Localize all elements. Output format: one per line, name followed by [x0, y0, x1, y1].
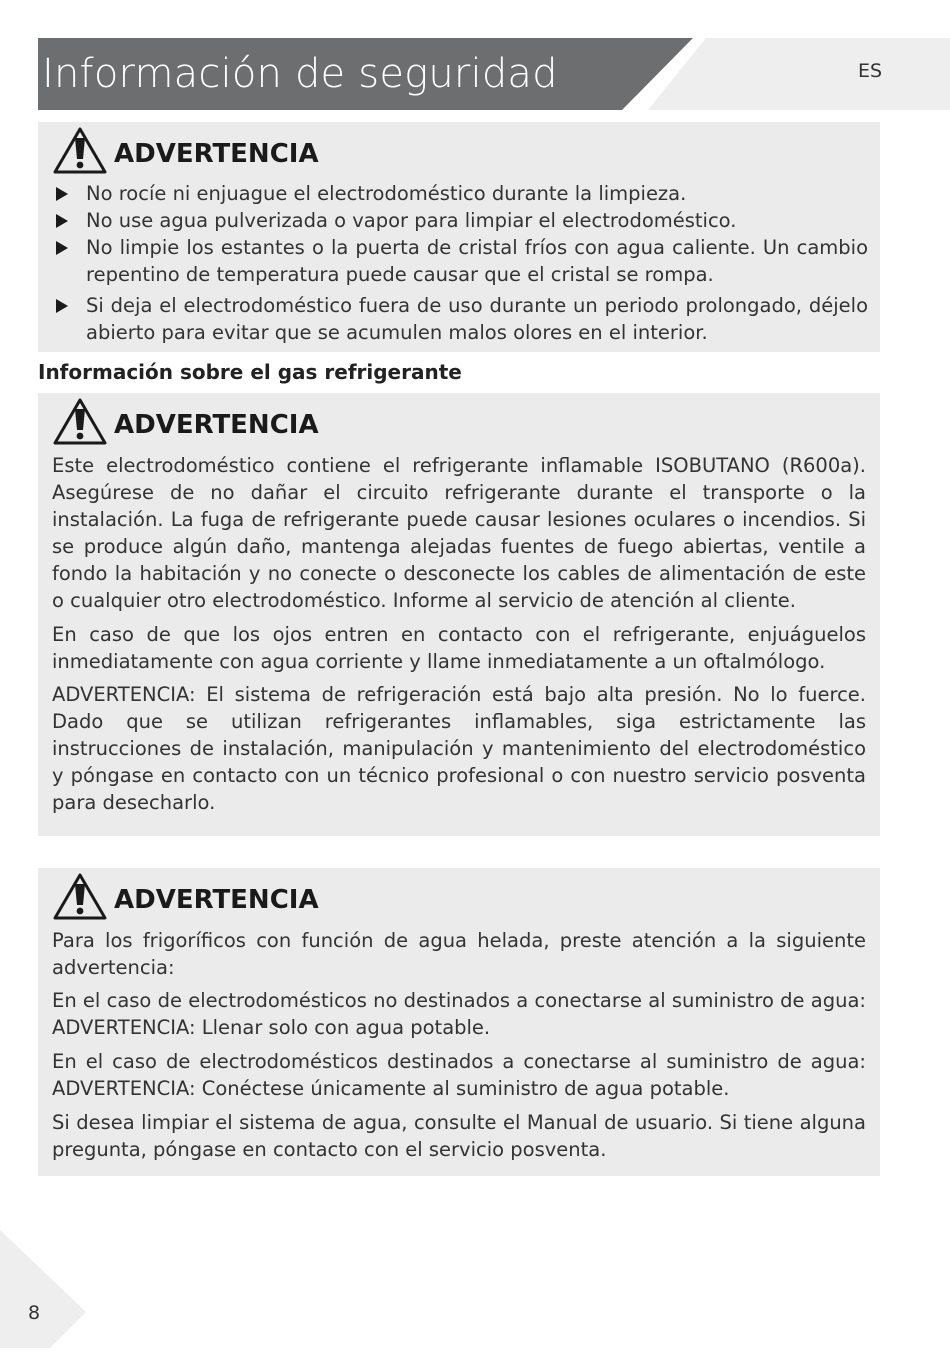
- list-item: [54, 207, 868, 234]
- language-tab: [640, 38, 950, 110]
- water-paragraph-3: En el caso de electrodomésticos destinados a conectarse al suministro de agua: ADVERTENCIA: Conéctese únicamente al suministro de agua potable.: [52, 1050, 866, 1100]
- list-item: [54, 234, 868, 288]
- warning-triangle-icon: [52, 126, 108, 176]
- refrigerant-paragraph-3: ADVERTENCIA: El sistema de refrigeración está bajo alta presión. No lo fuerce. Dado que se utilizan refrigerantes inflamables, siga estrictamente las instrucciones de instalación, manipulación y mantenimiento del electrodoméstico y póngase en contacto con un técnico profesional o con nuestro servicio posventa para desecharlo.: [52, 683, 866, 814]
- refrigerant-paragraph-2: En caso de que los ojos entren en contacto con el refrigerante, enjuáguelos inmediatamente con agua corriente y llame inmediatamente a un oftalmólogo.: [52, 623, 866, 673]
- cleaning-warning-list: [54, 180, 868, 346]
- warning-box-cleaning: [38, 122, 880, 352]
- warning-box-water: [38, 868, 880, 1176]
- refrigerant-paragraph-1: Este electrodoméstico contiene el refrigerante inflamable ISOBUTANO (R600a). Asegúrese de no dañar el circuito refrigerante durante el transporte o la instalación. La fuga de refrigerante puede causar lesiones oculares o incendios. Si se produce algún daño, mantenga alejadas fuentes de fuego abiertas, ventile a fondo la habitación y no conecte o desconecte los cables de alimentación de este o cualquier otro electrodoméstico. Informe al servicio de atención al cliente.: [52, 454, 866, 612]
- section-heading-refrigerant: Información sobre el gas refrigerante: [38, 360, 462, 384]
- list-item-text: No rocíe ni enjuague el electrodoméstico durante la limpieza.: [86, 182, 687, 205]
- warning-title: ADVERTENCIA: [114, 885, 319, 915]
- warning-triangle-icon: [52, 872, 108, 922]
- warning-triangle-icon: [52, 397, 108, 447]
- warning-box-refrigerant: [38, 393, 880, 836]
- water-paragraph-1: Para los frigoríficos con función de agua helada, preste atención a la siguiente advertencia:: [52, 929, 866, 979]
- water-paragraph-4: Si desea limpiar el sistema de agua, consulte el Manual de usuario. Si tiene alguna pregunta, póngase en contacto con el servicio posventa.: [52, 1111, 866, 1161]
- warning-title: ADVERTENCIA: [114, 410, 319, 440]
- bullet-arrow-icon: [56, 299, 68, 313]
- bullet-arrow-icon: [56, 241, 68, 255]
- bullet-arrow-icon: [56, 187, 68, 201]
- page-corner-tab: [0, 1230, 90, 1352]
- list-item-text: No use agua pulverizada o vapor para limpiar el electrodoméstico.: [86, 209, 737, 232]
- list-item: [54, 292, 868, 346]
- warning-title: ADVERTENCIA: [114, 139, 319, 169]
- water-paragraph-2: En el caso de electrodomésticos no destinados a conectarse al suministro de agua: ADVERTENCIA: Llenar solo con agua potable.: [52, 989, 866, 1039]
- page-number: 8: [28, 1302, 41, 1324]
- bullet-arrow-icon: [56, 214, 68, 228]
- list-item: [54, 180, 868, 207]
- page-title: Información de seguridad: [42, 51, 558, 97]
- list-item-text: No limpie los estantes o la puerta de cristal fríos con agua caliente. Un cambio repentino de temperatura puede causar que el cristal se rompa.: [86, 236, 868, 286]
- list-item-text: Si deja el electrodoméstico fuera de uso durante un periodo prolongado, déjelo abierto para evitar que se acumulen malos olores en el interior.: [86, 294, 868, 344]
- language-label: ES: [857, 60, 883, 82]
